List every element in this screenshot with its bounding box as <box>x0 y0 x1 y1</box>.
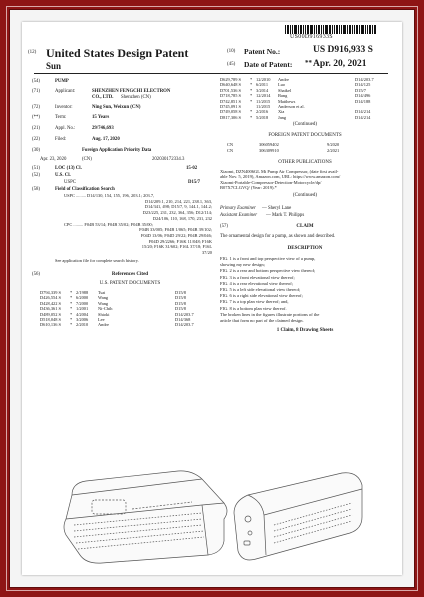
description-line: FIG. 4 is a rear elevational view thereof; <box>220 280 293 286</box>
field-search-line: USPC ......... D14/130, 154, 155, 196, 203.1; 203.7, <box>64 193 155 198</box>
field-code-10: (10) <box>227 49 236 54</box>
field-search-line: 15/20; F16K 31/602; F16L 37/18; F16L <box>141 244 212 250</box>
appl-no: 29/746,693 <box>92 126 114 131</box>
reference-date: 5/2018 <box>256 114 269 120</box>
barcode-bar <box>310 25 313 34</box>
left-references-list <box>40 290 210 328</box>
field-code-12: (12) <box>28 50 37 55</box>
assistant-examiner-label: Assistant Examiner <box>220 213 258 218</box>
barcode-icon <box>285 25 385 34</box>
reference-name: Shaikel <box>278 87 292 93</box>
reference-class: D15/8 <box>175 306 186 312</box>
pump-drawing <box>52 455 372 565</box>
reference-name: Andre <box>98 322 109 328</box>
reference-name: Shioki <box>98 311 110 317</box>
field-code-71: (71) <box>32 89 40 94</box>
reference-class: D14/125 <box>355 82 371 88</box>
reference-number: D742,851 S <box>220 98 241 104</box>
barcode-bar <box>285 25 286 34</box>
reference-date: 6/2000 <box>76 295 89 301</box>
reference-date: 3/2014 <box>256 87 269 93</box>
field-search-line: CPC ......... F04B 53/14; F04B 35/02; F04B 35/00; <box>64 221 153 227</box>
reference-name: Wang <box>98 295 109 301</box>
description-line: FIG. 3 is a front elevational view thereof; <box>220 274 295 280</box>
filed-label: Filed: <box>55 137 67 142</box>
barcode-bar <box>329 25 331 34</box>
field-code-58: (58) <box>32 187 40 192</box>
reference-star: * <box>70 311 73 317</box>
reference-date: 11/2015 <box>256 98 271 104</box>
applicant-label: Applicant: <box>55 89 76 94</box>
barcode-bar <box>332 25 333 34</box>
date-of-patent-label: Date of Patent: <box>244 60 293 69</box>
reference-number: D817,306 S <box>220 114 241 120</box>
applicant-name-cont: CO., LTD. <box>92 95 114 100</box>
pump-left-view <box>64 471 227 563</box>
reference-row <box>220 115 392 120</box>
reference-number: D745,091 S <box>220 103 241 109</box>
barcode-bar <box>318 25 320 34</box>
reference-star: * <box>250 87 253 93</box>
reference-number: D489,052 S <box>40 311 61 317</box>
field-code-52: (52) <box>32 173 40 178</box>
reference-class: D14/214 <box>355 109 371 115</box>
patent-number: US D916,933 S <box>313 45 373 55</box>
other-pubs-heading: OTHER PUBLICATIONS <box>278 160 332 165</box>
date-marker: ** <box>305 59 312 67</box>
reference-name: Luo <box>278 82 286 88</box>
uspc-value: D15/7 <box>188 180 200 185</box>
description-line: showing my new design; <box>220 262 265 268</box>
reference-name: Lee <box>98 316 105 322</box>
reference-name: Matthews <box>278 98 296 104</box>
barcode-bar <box>349 25 351 34</box>
field-search-line: F04D 13/06; F04D 29/22; F04B 29/046; <box>140 232 212 238</box>
reference-name: Bang <box>278 93 288 99</box>
barcode-bar <box>343 25 346 34</box>
barcode-bar <box>287 25 289 34</box>
field-code-54: (54) <box>32 79 40 84</box>
description-line: article that form no part of the claimed design. <box>220 318 304 324</box>
primary-examiner: — Sheryl Lane <box>262 206 292 211</box>
other-pubs-text <box>220 169 392 191</box>
reference-class: D15/8 <box>175 300 186 306</box>
reference-name: Andre <box>278 77 289 82</box>
foreign-docs-heading: FOREIGN PATENT DOCUMENTS <box>268 133 342 138</box>
barcode-bar <box>300 25 302 34</box>
foreign-doc-row <box>227 148 387 154</box>
continued-note-2: (Continued) <box>292 193 318 198</box>
reference-star: * <box>70 290 73 295</box>
reference-name: Anderson et al. <box>278 103 305 109</box>
foreign-date: 2/2021 <box>327 147 340 153</box>
priority-date: Apr. 23, 2020 <box>40 157 67 162</box>
description-line: FIG. 6 is a right side elevational view thereof; <box>220 293 303 299</box>
reference-class: D15/8 <box>175 290 186 295</box>
assistant-examiner: — Mark T. Philipps <box>266 213 305 218</box>
reference-date: 7/2000 <box>76 300 89 306</box>
header-rule <box>34 73 388 74</box>
reference-number: D794,339 S <box>40 290 61 295</box>
reference-class: D15/7 <box>355 87 366 93</box>
barcode-bar <box>374 25 376 34</box>
field-search-heading: Field of Classification Search <box>55 187 115 192</box>
reference-number: D426,554 S <box>40 295 61 301</box>
reference-class: D14/203.7 <box>175 311 194 317</box>
reference-star: * <box>250 98 253 104</box>
reference-star: * <box>70 300 73 306</box>
field-search-line: F04B 33/005; F04B 1/065; F04B 39/102; <box>139 227 212 233</box>
barcode-bar <box>347 25 348 34</box>
barcode-bar <box>369 25 371 34</box>
patent-number-label: Patent No.: <box>244 47 281 56</box>
reference-class: D14/214 <box>355 114 371 120</box>
field-search-line: F04D 29/2266; F16K 11/048; F16K <box>148 238 212 244</box>
pump-right-view <box>234 473 362 560</box>
reference-class: D14/496 <box>355 93 371 99</box>
reference-date: 6/2011 <box>256 82 269 88</box>
barcode-bar <box>372 25 373 34</box>
reference-name: Tsai <box>98 290 106 295</box>
foreign-country: CN <box>227 142 234 147</box>
reference-date: 11/2015 <box>256 103 271 109</box>
reference-class: D14/203.7 <box>175 322 194 328</box>
reference-name: Xia <box>278 109 285 115</box>
field-search-lines <box>64 193 212 256</box>
field-code-51: (51) <box>32 166 40 171</box>
inventor-surname: Sun <box>46 61 62 71</box>
other-pub-line: Xiaomi, DZN4006GL Mi Pump Air Compressor, (date first avail- <box>220 169 339 174</box>
description-line: FIG. 1 is a front and top perspective view of a pump, <box>220 256 316 261</box>
other-pub-line: Xiaomi-Portable-Compressor-Detection-Motorcycle/dp/ <box>220 179 322 185</box>
patent-page <box>22 22 402 575</box>
barcode-bar <box>356 25 358 34</box>
reference-class: D14/203.7 <box>355 77 374 82</box>
reference-star: * <box>70 322 73 328</box>
reference-date: 1/2001 <box>76 306 89 312</box>
reference-date: 4/2004 <box>76 311 89 317</box>
reference-date: 12/2014 <box>256 93 271 99</box>
barcode-bar <box>321 25 322 34</box>
description-line: FIG. 5 is a left side elevational view thereof; <box>220 287 301 293</box>
barcode-bar <box>341 25 342 34</box>
claim-text: The ornamental design for a pump, as shown and described. <box>220 234 336 239</box>
reference-star: * <box>250 93 253 99</box>
reference-number: D629,789 S <box>220 77 241 82</box>
reference-star: * <box>250 114 253 120</box>
uspc-label: USPC <box>64 180 76 185</box>
field-code-72: (72) <box>32 105 40 110</box>
reference-number: D749,058 S <box>220 109 241 115</box>
reference-name: Ni-Chih <box>98 306 113 312</box>
barcode-bar <box>298 25 299 34</box>
barcode-bar <box>367 25 368 34</box>
reference-number: D718,785 S <box>220 93 241 99</box>
us-patent-docs-heading: U.S. PATENT DOCUMENTS <box>99 281 161 286</box>
reference-class: D14/188 <box>355 98 371 104</box>
reference-date: 12/2010 <box>256 77 271 82</box>
barcode-bar <box>307 25 309 34</box>
foreign-number: 306059402 <box>259 142 279 147</box>
reference-row <box>40 322 210 327</box>
barcode-bar <box>316 25 317 34</box>
reference-star: * <box>250 82 253 88</box>
claim-heading: CLAIM <box>296 224 314 229</box>
foreign-country: CN <box>227 147 234 153</box>
barcode-number: US00D916933S <box>290 34 333 40</box>
field-code-56: (56) <box>32 272 40 277</box>
reference-number: D518,048 S <box>40 316 61 322</box>
reference-date: 2/2016 <box>256 109 269 115</box>
reference-class: D14/368 <box>175 316 191 322</box>
inventor-label: Inventor: <box>55 105 73 110</box>
appl-no-label: Appl. No.: <box>55 126 76 131</box>
foreign-docs-list <box>227 142 387 153</box>
description-line: FIG. 2 is a rear and bottom perspective view thereof; <box>220 268 316 274</box>
reference-star: * <box>250 77 253 82</box>
document-title: United States Design Patent <box>46 46 189 60</box>
reference-number: D701,536 S <box>220 87 241 93</box>
description-line: FIG. 8 is a bottom plan view thereof. <box>220 305 287 311</box>
barcode-bar <box>336 25 338 34</box>
field-code-22: (22) <box>32 137 40 142</box>
reference-number: D436,361 S <box>40 306 61 312</box>
barcode-bar <box>352 25 353 34</box>
field-search-line: D14/209.1, 210, 214, 221, 238.1, 363, <box>145 198 212 204</box>
claims-summary: 1 Claim, 8 Drawing Sheets <box>276 328 334 333</box>
reference-name: Wang <box>98 300 109 306</box>
field-code-term: (**) <box>32 115 40 120</box>
term-value: 15 Years <box>92 115 110 120</box>
term-label: Term: <box>55 115 67 120</box>
priority-country: (CN) <box>82 157 92 162</box>
field-code-30: (30) <box>32 148 40 153</box>
reference-number: D640,648 S <box>220 82 241 88</box>
barcode-bar <box>334 25 335 34</box>
description-line: FIG. 7 is a top plan view thereof; and, <box>220 299 289 305</box>
date-of-patent: Apr. 20, 2021 <box>313 59 367 69</box>
barcode-bar <box>325 25 328 34</box>
primary-examiner-label: Primary Examiner <box>220 206 256 211</box>
barcode-bar <box>303 25 304 34</box>
barcode-bar <box>290 25 291 34</box>
barcode-bar <box>359 25 360 34</box>
applicant-location: Shenzhen (CN) <box>121 95 151 100</box>
field-search-line: D14/341, 498; D15/7, 9, 144.1, 144.2; <box>144 204 212 210</box>
barcode-bar <box>361 25 364 34</box>
right-references-list <box>220 77 392 120</box>
loc-value: 15-02 <box>186 166 198 171</box>
invention-title: PUMP <box>55 79 69 84</box>
barcode-bar <box>354 25 355 34</box>
reference-star: * <box>70 306 73 312</box>
priority-heading: Foreign Application Priority Data <box>82 148 152 153</box>
description-heading: DESCRIPTION <box>287 246 323 251</box>
barcode-bar <box>339 25 340 34</box>
description-text <box>220 256 392 324</box>
barcode-bar <box>292 25 293 34</box>
foreign-number: 306309910 <box>259 147 279 153</box>
foreign-date: 9/2020 <box>327 142 340 147</box>
references-heading: References Cited <box>111 272 149 277</box>
barcode-bar <box>323 25 324 34</box>
field-code-45: (45) <box>227 62 236 67</box>
filed-date: Aug. 17, 2020 <box>92 137 120 142</box>
reference-class: D15/8 <box>175 295 186 301</box>
reference-date: 2/1988 <box>76 290 89 295</box>
field-search-line: D24/106, 110, 168, 170, 231, 232 <box>152 215 212 221</box>
reference-number: D610,136 S <box>40 322 61 328</box>
see-application-note: See application file for complete search history. <box>55 258 139 263</box>
reference-date: 3/2006 <box>76 316 89 322</box>
reference-star: * <box>70 316 73 322</box>
description-line: The broken lines in the figures illustrate portions of the <box>220 311 320 317</box>
other-pub-line: able Nov. 5, 2019), Amazon.com, URL: https://www.amazon.com/ <box>220 174 341 180</box>
reference-star: * <box>250 109 253 115</box>
field-code-21: (21) <box>32 126 40 131</box>
barcode-bar <box>294 25 297 34</box>
inventor-name: Ning Sun, Weixun (CN) <box>92 105 141 110</box>
field-search-line: D23/225, 231, 232, 364, 356; D12/114; <box>142 210 212 216</box>
priority-appl-no: 202030172334.3 <box>152 157 185 162</box>
barcode-bar <box>305 25 306 34</box>
reference-number: D428,422 S <box>40 300 61 306</box>
barcode-bar <box>365 25 366 34</box>
reference-date: 2/2010 <box>76 322 89 328</box>
loc-label: LOC (13) Cl. <box>55 166 82 171</box>
reference-name: Jang <box>278 114 287 120</box>
field-search-line: 37/20 <box>201 250 212 256</box>
applicant-name: SHENZHEN FENGCHI ELECTRON <box>92 89 171 94</box>
us-cl-label: U.S. Cl. <box>55 173 71 178</box>
field-code-57: (57) <box>220 224 228 229</box>
barcode-bar <box>314 25 315 34</box>
continued-note-1: (Continued) <box>292 122 318 127</box>
other-pub-line: B07X7CLGVQ/ (Year: 2019).* <box>220 185 277 191</box>
reference-star: * <box>70 295 73 301</box>
